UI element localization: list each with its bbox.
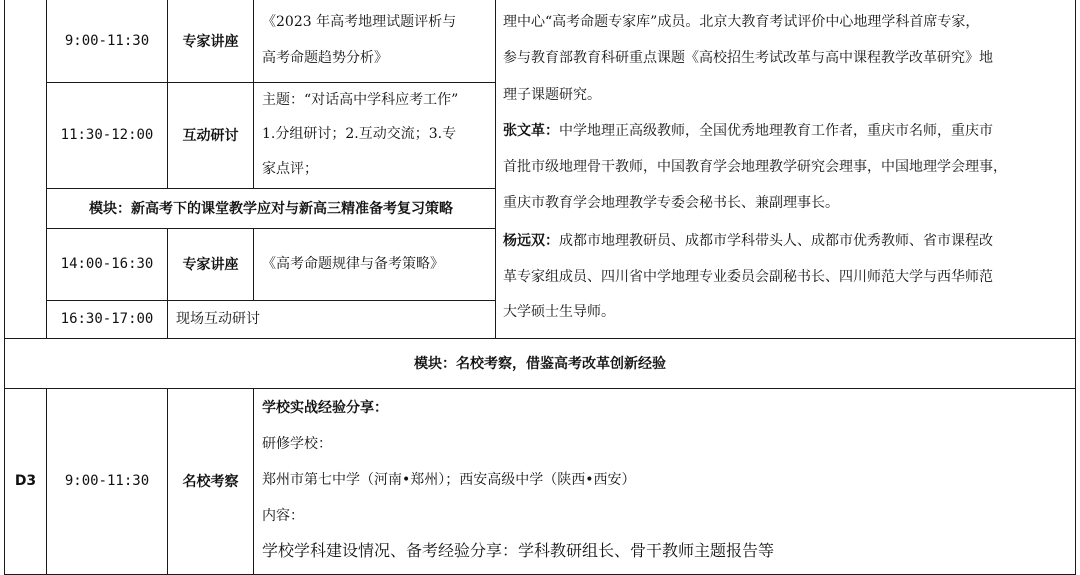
d3-type: 名校考察 <box>182 474 239 490</box>
row1-content-line1: 《2023 年高考地理试题评析与 <box>262 14 457 30</box>
bio-line-3: 理子课题研究。 <box>503 87 601 103</box>
row2-content-line3: 家点评； <box>262 161 318 177</box>
d3-line4: 学校学科建设情况、备考经验分享：学科教研组长、骨干教师主题报告等 <box>262 541 775 560</box>
d3-day: D3 <box>14 473 37 489</box>
row2-time: 11:30-12:00 <box>60 127 154 143</box>
row1-type: 专家讲座 <box>182 34 239 50</box>
bio-zhang <box>503 121 993 141</box>
col-divider-type-1 <box>253 0 254 188</box>
row2-type: 互动研讨 <box>182 128 239 144</box>
bio-zhang-line3: 重庆市教育学会地理教学专委会秘书长、兼副理事长。 <box>503 195 839 211</box>
bio-yang-name: 杨远双： <box>503 233 559 249</box>
row4-time: 14:00-16:30 <box>60 256 154 272</box>
row4-content-line1: 《高考命题规律与备考策略》 <box>262 256 444 272</box>
col-divider-type-2 <box>253 228 254 300</box>
row1-time: 9:00-11:30 <box>64 33 150 49</box>
row2-content-line2: 1.分组研讨；2.互动交流；3.专 <box>262 126 457 142</box>
bio-line-1: 理中心“高考命题专家库”成员。北京大教育考试评价中心地理学科首席专家， <box>503 14 980 30</box>
row4-type: 专家讲座 <box>182 257 239 273</box>
module-banner: 模块：名校考察，借鉴高考改革创新经验 <box>414 356 666 372</box>
bio-yang-line2: 革专家组成员、四川省中学地理专业委员会副秘书长、四川师范大学与西华师范 <box>503 269 993 285</box>
row5-type: 现场互动研讨 <box>176 311 260 327</box>
d3-time: 9:00-11:30 <box>64 473 150 489</box>
d3-heading: 学校实战经验分享： <box>262 400 388 416</box>
row1-content-line2: 高考命题趋势分析》 <box>262 50 388 66</box>
d3-line2: 郑州市第七中学（河南•郑州）；西安高级中学（陕西•西安） <box>262 472 636 488</box>
col-divider-bio <box>495 0 496 338</box>
bio-yang-line3: 大学硕士生导师。 <box>503 304 615 320</box>
row5-time: 16:30-17:00 <box>60 311 154 327</box>
bio-zhang-name: 张文革： <box>503 123 559 139</box>
row2-content-line1: 主题：“对话高中学科应考工作” <box>262 92 459 108</box>
bio-zhang-line2: 首批市级地理骨干教师，中国教育学会地理教学研究会理事，中国地理学会理事， <box>503 159 1007 175</box>
bio-yang-line1: 成都市地理教研员、成都市学科带头人、成都市优秀教师、省市课程改 <box>559 233 993 249</box>
bio-line-2: 参与教育部教育科研重点课题《高校招生考试改革与高中课程教学改革研究》地 <box>503 50 993 66</box>
col-divider-type-d3 <box>253 388 254 575</box>
table-border-right <box>1075 0 1076 575</box>
d3-line1: 研修学校： <box>262 436 332 452</box>
d3-line3: 内容： <box>262 508 304 524</box>
bio-yang <box>503 231 993 251</box>
module-row-title: 模块：新高考下的课堂教学应对与新高三精准备考复习策略 <box>89 201 453 217</box>
bio-zhang-line1: 中学地理正高级教师，全国优秀地理教育工作者，重庆市名师，重庆市 <box>559 123 993 139</box>
